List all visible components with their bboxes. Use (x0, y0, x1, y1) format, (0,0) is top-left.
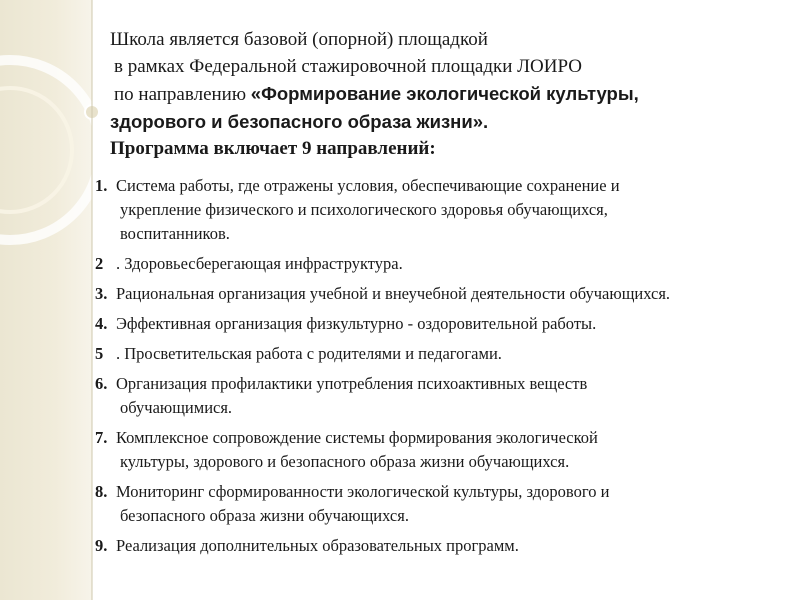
decorative-ring-small (0, 88, 72, 212)
list-item (92, 480, 792, 528)
list-item (92, 282, 792, 306)
item-number: 6. (95, 374, 108, 393)
item-number: 5 (95, 344, 104, 363)
item-text-line: Рациональная организация учебной и внеучебной деятельности обучающихся. (116, 284, 671, 303)
item-number: 8. (95, 482, 108, 501)
directions-list (92, 174, 792, 564)
header-line-3 (110, 80, 790, 108)
item-text-line: безопасного образа жизни обучающихся. (120, 506, 409, 525)
item-text-line: Мониторинг сформированности экологической культуры, здорового и (116, 482, 610, 501)
item-text-line: укрепление физического и психологического здоровья обучающихся, (120, 200, 608, 219)
item-number: 4. (95, 314, 108, 333)
item-number: 2 (95, 254, 104, 273)
list-item (92, 426, 792, 474)
item-number: 1. (95, 176, 108, 195)
item-text-line: культуры, здорового и безопасного образа жизни обучающихся. (120, 452, 570, 471)
header-line-1: Школа является базовой (опорной) площадкой (110, 29, 488, 50)
item-text-line: . Просветительская работа с родителями и педагогами. (116, 344, 502, 363)
item-text-line: обучающимися. (120, 398, 233, 417)
item-number: 3. (95, 284, 108, 303)
item-text-line: Комплексное сопровождение системы формирования экологической (116, 428, 598, 447)
item-number: 7. (95, 428, 108, 447)
item-text-line: Система работы, где отражены условия, обеспечивающие сохранение и (116, 176, 620, 195)
item-text-line: Реализация дополнительных образовательных программ. (116, 536, 519, 555)
header-program-count: Программа включает 9 направлений: (110, 138, 436, 159)
header-line-3-prefix: по направлению (114, 84, 251, 105)
header-program-title: «Формирование экологической культуры, (250, 83, 639, 104)
list-item (92, 312, 792, 336)
header-line-4: здорового и безопасного образа жизни». (110, 111, 489, 132)
list-item (92, 252, 792, 276)
item-text-line: . Здоровьесберегающая инфраструктура. (116, 254, 403, 273)
item-number: 9. (95, 536, 108, 555)
list-item (92, 174, 792, 246)
item-text-line: Организация профилактики употребления психоактивных веществ (116, 374, 588, 393)
list-item (92, 534, 792, 558)
list-item (92, 342, 792, 366)
header-line-2: в рамках Федеральной стажировочной площадки ЛОИРО (114, 56, 582, 77)
slide-header (110, 26, 790, 162)
item-text-line: Эффективная организация физкультурно - оздоровительной работы. (116, 314, 597, 333)
item-text-line: воспитанников. (120, 224, 230, 243)
list-item (92, 372, 792, 420)
